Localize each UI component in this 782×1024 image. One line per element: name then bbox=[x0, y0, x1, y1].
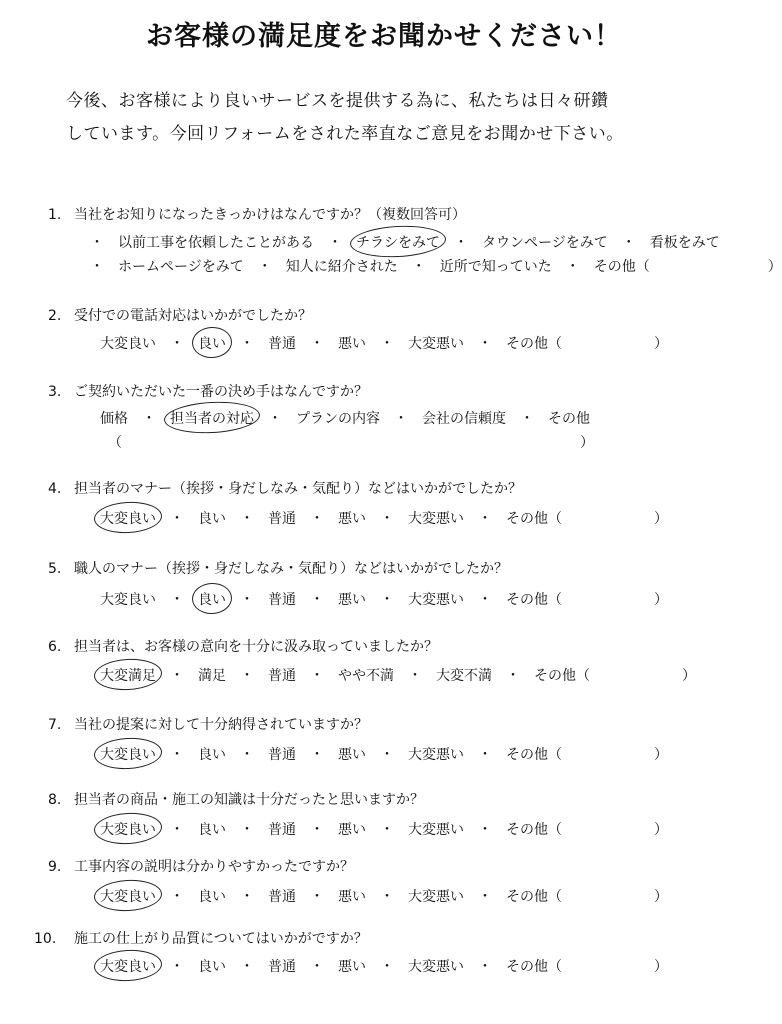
option[interactable]: 大変悪い bbox=[408, 592, 464, 608]
separator-dot: ・ bbox=[380, 592, 394, 608]
separator-dot: ・ bbox=[240, 747, 254, 763]
option[interactable]: 大変悪い bbox=[408, 747, 464, 763]
separator-dot: ・ bbox=[240, 959, 254, 975]
option-circled[interactable]: 大変良い bbox=[100, 819, 156, 839]
option[interactable]: その他 bbox=[534, 668, 576, 684]
option[interactable]: その他 bbox=[506, 889, 548, 905]
option-circled[interactable]: 担当者の対応 bbox=[170, 408, 254, 428]
option[interactable]: その他 bbox=[506, 822, 548, 838]
separator-dot: ・ bbox=[170, 668, 184, 684]
question-number: 2. bbox=[48, 308, 62, 324]
option[interactable]: プランの内容 bbox=[296, 411, 380, 427]
option-circled[interactable]: チラシをみて bbox=[356, 232, 440, 252]
option[interactable]: その他 bbox=[506, 511, 548, 527]
separator-dot: ・ bbox=[478, 747, 492, 763]
paren-close: ） bbox=[682, 668, 696, 684]
option-row bbox=[100, 665, 696, 685]
question-number: 10. bbox=[34, 931, 57, 947]
separator-dot: ・ bbox=[240, 336, 254, 352]
intro-line-1: 今後、お客様により良いサービスを提供する為に、私たちは日々研鑽 bbox=[66, 91, 609, 111]
option-row bbox=[100, 408, 590, 428]
question-text: 担当者は、お客様の意向を十分に汲み取っていましたか？ bbox=[74, 639, 438, 655]
separator-dot: ・ bbox=[90, 235, 104, 251]
option[interactable]: 価格 bbox=[100, 411, 128, 427]
separator-dot: ・ bbox=[170, 889, 184, 905]
option[interactable]: 大変悪い bbox=[408, 336, 464, 352]
option[interactable]: 良い bbox=[198, 889, 226, 905]
question-number: 6. bbox=[48, 639, 62, 655]
option[interactable]: 普通 bbox=[268, 511, 296, 527]
option[interactable]: 大変悪い bbox=[408, 822, 464, 838]
paren-open: （ bbox=[635, 259, 650, 275]
paren-close: ） bbox=[654, 959, 668, 975]
option-circled[interactable]: 大変良い bbox=[100, 956, 156, 976]
option-row bbox=[76, 232, 720, 252]
question-number: 7. bbox=[48, 717, 62, 733]
option-row bbox=[100, 508, 668, 528]
option[interactable]: 悪い bbox=[338, 747, 366, 763]
option[interactable]: その他 bbox=[593, 259, 636, 275]
option-circled[interactable]: 良い bbox=[198, 333, 226, 353]
separator-dot: ・ bbox=[478, 889, 492, 905]
separator-dot: ・ bbox=[90, 259, 104, 275]
option-circled[interactable]: 大変良い bbox=[100, 508, 156, 528]
separator-dot: ・ bbox=[310, 822, 324, 838]
option[interactable]: 近所で知っていた bbox=[439, 259, 552, 275]
separator-dot: ・ bbox=[170, 747, 184, 763]
option[interactable]: 普通 bbox=[268, 959, 296, 975]
separator-dot: ・ bbox=[478, 959, 492, 975]
other-blank bbox=[108, 432, 594, 452]
intro-line-2: しています。今回リフォームをされた率直なご意見をお聞かせ下さい。 bbox=[66, 124, 624, 144]
option[interactable]: 大変悪い bbox=[408, 511, 464, 527]
separator-dot: ・ bbox=[478, 592, 492, 608]
question-number: 1. bbox=[48, 207, 62, 223]
option[interactable]: その他 bbox=[506, 592, 548, 608]
option[interactable]: その他 bbox=[506, 959, 548, 975]
paren-close: ） bbox=[767, 259, 782, 275]
paren-open: （ bbox=[108, 435, 122, 451]
question-2 bbox=[48, 305, 312, 325]
paren-close: ） bbox=[654, 336, 668, 352]
question-4 bbox=[48, 478, 522, 498]
separator-dot: ・ bbox=[240, 889, 254, 905]
option[interactable]: 大変悪い bbox=[408, 959, 464, 975]
option[interactable]: 悪い bbox=[338, 959, 366, 975]
option-circled[interactable]: 良い bbox=[198, 589, 226, 609]
option[interactable]: 良い bbox=[198, 959, 226, 975]
option-row bbox=[100, 744, 668, 764]
option[interactable]: 看板をみて bbox=[649, 235, 720, 251]
separator-dot: ・ bbox=[240, 592, 254, 608]
separator-dot: ・ bbox=[621, 235, 636, 251]
option[interactable]: 悪い bbox=[338, 822, 366, 838]
paren-open: （ bbox=[548, 747, 562, 763]
separator-dot: ・ bbox=[478, 336, 492, 352]
option[interactable]: 悪い bbox=[338, 889, 366, 905]
paren-close: ） bbox=[580, 435, 594, 451]
survey-title: お客様の満足度をお聞かせください！ bbox=[146, 21, 622, 52]
separator-dot: ・ bbox=[565, 259, 580, 275]
separator-dot: ・ bbox=[478, 511, 492, 527]
paren-close: ） bbox=[654, 747, 668, 763]
question-number: 3. bbox=[48, 384, 62, 400]
option-row bbox=[76, 256, 782, 276]
separator-dot: ・ bbox=[380, 747, 394, 763]
question-text: ご契約いただいた一番の決め手はなんですか？ bbox=[74, 384, 368, 400]
option[interactable]: 普通 bbox=[268, 747, 296, 763]
option[interactable]: ホームページをみて bbox=[118, 259, 244, 275]
option[interactable]: 普通 bbox=[268, 822, 296, 838]
option[interactable]: 満足 bbox=[198, 668, 226, 684]
separator-dot: ・ bbox=[310, 889, 324, 905]
question-number: 8. bbox=[48, 792, 62, 808]
paren-open: （ bbox=[548, 511, 562, 527]
separator-dot: ・ bbox=[240, 668, 254, 684]
option-circled[interactable]: 大変良い bbox=[100, 744, 156, 764]
separator-dot: ・ bbox=[394, 411, 408, 427]
question-text: 当社をお知りになったきっかけはなんですか？（複数回答可） bbox=[74, 207, 466, 223]
paren-open: （ bbox=[548, 336, 562, 352]
paren-close: ） bbox=[654, 592, 668, 608]
question-number: 9. bbox=[48, 859, 62, 875]
option[interactable]: タウンページをみて bbox=[482, 235, 608, 251]
option[interactable]: その他 bbox=[506, 336, 548, 352]
paren-close: ） bbox=[654, 511, 668, 527]
paren-open: （ bbox=[576, 668, 590, 684]
question-6 bbox=[48, 636, 438, 656]
question-text: 担当者のマナー（挨拶・身だしなみ・気配り）などはいかがでしたか？ bbox=[74, 481, 522, 497]
separator-dot: ・ bbox=[380, 889, 394, 905]
separator-dot: ・ bbox=[310, 592, 324, 608]
question-3 bbox=[48, 381, 368, 401]
separator-dot: ・ bbox=[506, 668, 520, 684]
option[interactable]: 以前工事を依頼したことがある bbox=[118, 235, 314, 251]
separator-dot: ・ bbox=[310, 747, 324, 763]
separator-dot: ・ bbox=[170, 592, 184, 608]
separator-dot: ・ bbox=[478, 822, 492, 838]
question-9 bbox=[48, 856, 354, 876]
option[interactable]: 大変良い bbox=[100, 592, 156, 608]
option-row bbox=[100, 886, 668, 906]
separator-dot: ・ bbox=[310, 959, 324, 975]
separator-dot: ・ bbox=[380, 336, 394, 352]
option[interactable]: 普通 bbox=[268, 889, 296, 905]
separator-dot: ・ bbox=[380, 822, 394, 838]
option[interactable]: 悪い bbox=[338, 511, 366, 527]
paren-open: （ bbox=[548, 889, 562, 905]
separator-dot: ・ bbox=[170, 511, 184, 527]
paren-open: （ bbox=[548, 959, 562, 975]
question-5 bbox=[48, 558, 508, 578]
option-circled[interactable]: 大変満足 bbox=[100, 665, 156, 685]
paren-close: ） bbox=[654, 889, 668, 905]
option[interactable]: 普通 bbox=[268, 668, 296, 684]
option[interactable]: 大変不満 bbox=[436, 668, 492, 684]
option[interactable]: 悪い bbox=[338, 592, 366, 608]
question-text: 受付での電話対応はいかがでしたか？ bbox=[74, 308, 312, 324]
separator-dot: ・ bbox=[380, 511, 394, 527]
separator-dot: ・ bbox=[310, 511, 324, 527]
question-8 bbox=[48, 789, 424, 809]
separator-dot: ・ bbox=[170, 959, 184, 975]
separator-dot: ・ bbox=[240, 822, 254, 838]
separator-dot: ・ bbox=[380, 959, 394, 975]
question-text: 施工の仕上がり品質についてはいかがですか？ bbox=[74, 931, 368, 947]
option[interactable]: 良い bbox=[198, 511, 226, 527]
option[interactable]: 知人に紹介された bbox=[285, 259, 398, 275]
option-row bbox=[100, 819, 668, 839]
option-row bbox=[100, 589, 668, 609]
question-text: 担当者の商品・施工の知識は十分だったと思いますか？ bbox=[74, 792, 424, 808]
option[interactable]: 会社の信頼度 bbox=[422, 411, 506, 427]
option[interactable]: やや不満 bbox=[338, 668, 394, 684]
option[interactable]: 大変良い bbox=[100, 336, 156, 352]
question-text: 当社の提案に対して十分納得されていますか？ bbox=[74, 717, 368, 733]
separator-dot: ・ bbox=[454, 235, 468, 251]
question-text: 職人のマナー（挨拶・身だしなみ・気配り）などはいかがでしたか？ bbox=[74, 561, 508, 577]
separator-dot: ・ bbox=[268, 411, 282, 427]
option[interactable]: 普通 bbox=[268, 336, 296, 352]
paren-open: （ bbox=[548, 592, 562, 608]
separator-dot: ・ bbox=[310, 668, 324, 684]
option[interactable]: 良い bbox=[198, 822, 226, 838]
option[interactable]: 大変悪い bbox=[408, 889, 464, 905]
separator-dot: ・ bbox=[170, 336, 184, 352]
question-7 bbox=[48, 714, 368, 734]
question-10 bbox=[34, 928, 368, 948]
separator-dot: ・ bbox=[520, 411, 534, 427]
option-circled[interactable]: 大変良い bbox=[100, 886, 156, 906]
separator-dot: ・ bbox=[170, 822, 184, 838]
option-row bbox=[100, 333, 668, 353]
separator-dot: ・ bbox=[408, 668, 422, 684]
paren-open: （ bbox=[548, 822, 562, 838]
separator-dot: ・ bbox=[142, 411, 156, 427]
separator-dot: ・ bbox=[328, 235, 342, 251]
question-number: 5. bbox=[48, 561, 62, 577]
separator-dot: ・ bbox=[310, 336, 324, 352]
question-1 bbox=[48, 204, 466, 224]
separator-dot: ・ bbox=[240, 511, 254, 527]
separator-dot: ・ bbox=[257, 259, 272, 275]
question-text: 工事内容の説明は分かりやすかったですか？ bbox=[74, 859, 354, 875]
option[interactable]: 普通 bbox=[268, 592, 296, 608]
paren-close: ） bbox=[654, 822, 668, 838]
option[interactable]: その他 bbox=[548, 411, 590, 427]
option[interactable]: 悪い bbox=[338, 336, 366, 352]
option[interactable]: 良い bbox=[198, 747, 226, 763]
option[interactable]: その他 bbox=[506, 747, 548, 763]
question-number: 4. bbox=[48, 481, 62, 497]
option-row bbox=[100, 956, 668, 976]
separator-dot: ・ bbox=[411, 259, 426, 275]
